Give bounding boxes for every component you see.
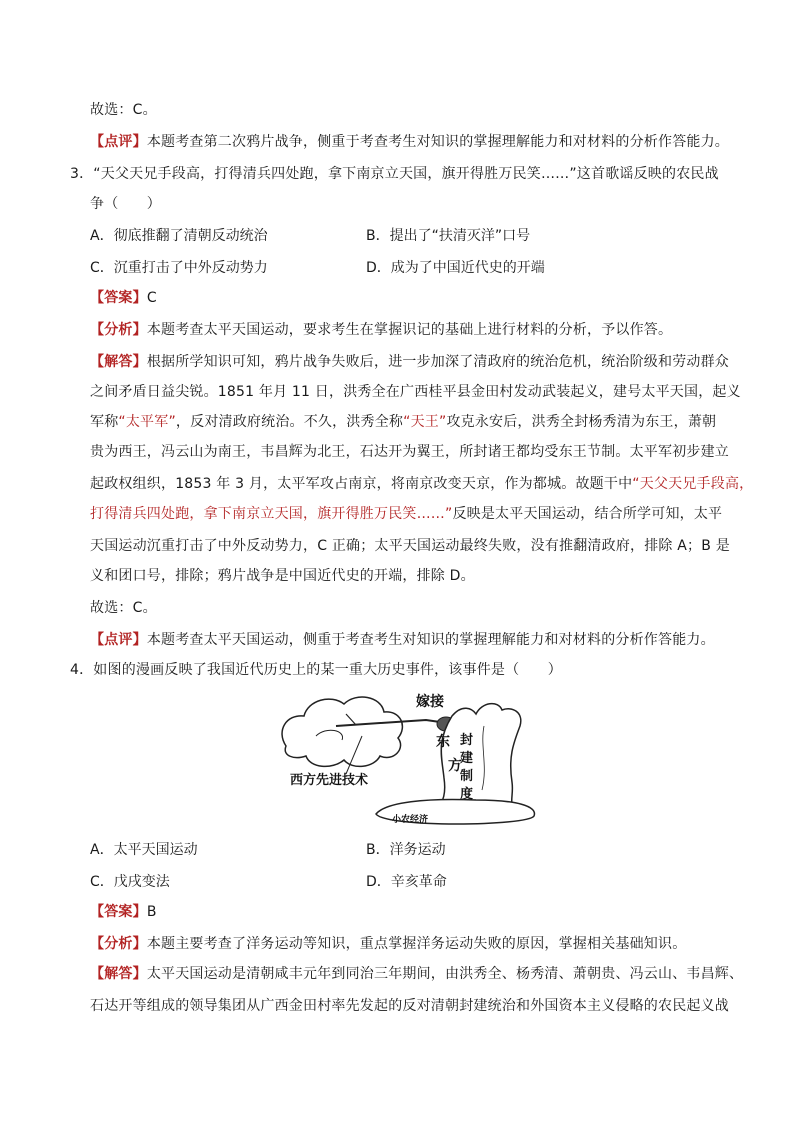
answer-value: C — [146, 290, 157, 306]
peasant-economy-label: 小农经济 — [392, 815, 429, 825]
analysis-text: 本题考查太平天国运动，要求考生在掌握识记的基础上进行材料的分析，予以作答。 — [146, 322, 673, 338]
q4-analysis — [90, 934, 686, 954]
solution-tag: 【解答】 — [90, 354, 147, 370]
east-label-2: 方 — [448, 758, 462, 774]
cartoon-figure — [276, 686, 536, 832]
q3-answer — [90, 288, 157, 308]
solution-text: 军称 — [90, 414, 119, 430]
q2-comment — [90, 132, 729, 152]
highlight-text: “天父天兄手段高， — [632, 476, 754, 492]
graft-cartoon-illustration — [276, 686, 536, 832]
q3-solution-line2: 之间矛盾日益尖锐。1851 年月 11 日，洪秀全在广西桂平县金田村发动武装起义，建号太平天国，起义 — [90, 384, 741, 400]
highlight-text: “天王” — [403, 414, 447, 430]
q3-option-a: A．彻底推翻了清朝反动统治 — [90, 228, 268, 244]
east-label-1: 东 — [436, 734, 450, 750]
q4-solution-line2: 石达开等组成的领导集团从广西金田村率先发起的反对清朝封建统治和外国资本主义侵略的农民起义战 — [90, 998, 729, 1014]
q4-solution-line1 — [90, 964, 743, 984]
q4-answer — [90, 902, 157, 922]
answer-tag: 【答案】 — [90, 904, 147, 920]
feudal-label-2: 建 — [460, 751, 474, 766]
west-tech-label: 西方先进技术 — [290, 773, 369, 788]
comment-text: 本题考查太平天国运动，侧重于考查考生对知识的掌握理解能力和对材料的分析作答能力。 — [146, 632, 715, 648]
graft-label: 嫁接 — [416, 694, 444, 710]
q3-solution-line7: 天国运动沉重打击了中外反动势力，C 正确；太平天国运动最终失败，没有推翻清政府，排除 A；B 是 — [90, 538, 730, 554]
solution-text: 起政权组织，1853 年 3 月，太平军攻占南京，将南京改变天京，作为都城。故题干中 — [90, 476, 633, 492]
q3-stem-line1: 3．“天父天兄手段高，打得清兵四处跑，拿下南京立天国，旗开得胜万民笑……”这首歌谣反映的农民战 — [70, 166, 719, 182]
solution-text: 反映是太平天国运动，结合所学可知，太平 — [452, 506, 723, 522]
cloud-shape — [282, 697, 402, 766]
q3-solution-line1 — [90, 352, 729, 372]
feudal-label-3: 制 — [460, 769, 474, 784]
q4-option-b: B．洋务运动 — [366, 842, 446, 858]
q4-stem: 4．如图的漫画反映了我国近代历史上的某一重大历史事件，该事件是（ ） — [70, 662, 562, 678]
q3-solution-line5 — [90, 474, 753, 494]
answer-value: B — [146, 904, 157, 920]
q3-analysis — [90, 320, 672, 340]
feudal-label-1: 封 — [460, 733, 474, 748]
q3-solution-line8: 义和团口号，排除；鸦片战争是中国近代史的开端，排除 D。 — [90, 568, 475, 584]
q3-comment — [90, 630, 715, 650]
q4-option-c: C．戊戌变法 — [90, 874, 170, 890]
analysis-tag: 【分析】 — [90, 322, 147, 338]
answer-tag: 【答案】 — [90, 290, 147, 306]
q2-answer-line: 故选：C。 — [90, 102, 157, 118]
analysis-tag: 【分析】 — [90, 936, 147, 952]
q3-answer-line: 故选：C。 — [90, 600, 157, 616]
q3-solution-line3 — [90, 412, 716, 432]
highlight-text: 打得清兵四处跑，拿下南京立天国，旗开得胜万民笑……” — [90, 506, 453, 522]
solution-text: 根据所学知识可知，鸦片战争失败后，进一步加深了清政府的统治危机，统治阶级和劳动群众 — [146, 354, 730, 370]
q4-option-a: A．太平天国运动 — [90, 842, 198, 858]
solution-text: 太平天国运动是清朝咸丰元年到同治三年期间，由洪秀全、杨秀清、萧朝贵、冯云山、韦昌辉、 — [146, 966, 744, 982]
solution-text: ，反对清政府统治。不久，洪秀全称 — [175, 414, 404, 430]
comment-tag: 【点评】 — [90, 632, 147, 648]
q3-option-c: C．沉重打击了中外反动势力 — [90, 260, 268, 276]
q4-option-d: D．辛亥革命 — [366, 874, 447, 890]
analysis-text: 本题主要考查了洋务运动等知识，重点掌握洋务运动失败的原因，掌握相关基础知识。 — [146, 936, 687, 952]
q3-solution-line6 — [90, 504, 722, 524]
solution-text: 攻克永安后，洪秀全封杨秀清为东王，萧朝 — [446, 414, 717, 430]
comment-tag: 【点评】 — [90, 134, 147, 150]
q3-option-d: D．成为了中国近代史的开端 — [366, 260, 545, 276]
highlight-text: “太平军” — [118, 414, 176, 430]
feudal-label-4: 度 — [460, 787, 474, 802]
solution-tag: 【解答】 — [90, 966, 147, 982]
comment-text: 本题考查第二次鸦片战争，侧重于考查考生对知识的掌握理解能力和对材料的分析作答能力。 — [146, 134, 730, 150]
q3-stem-line2: 争（ ） — [90, 196, 161, 212]
q3-solution-line4: 贵为西王，冯云山为南王，韦昌辉为北王，石达开为翼王，所封诸王都均受东王节制。太平军初步建立 — [90, 444, 729, 460]
q3-option-b: B．提出了“扶清灭洋”口号 — [366, 228, 531, 244]
